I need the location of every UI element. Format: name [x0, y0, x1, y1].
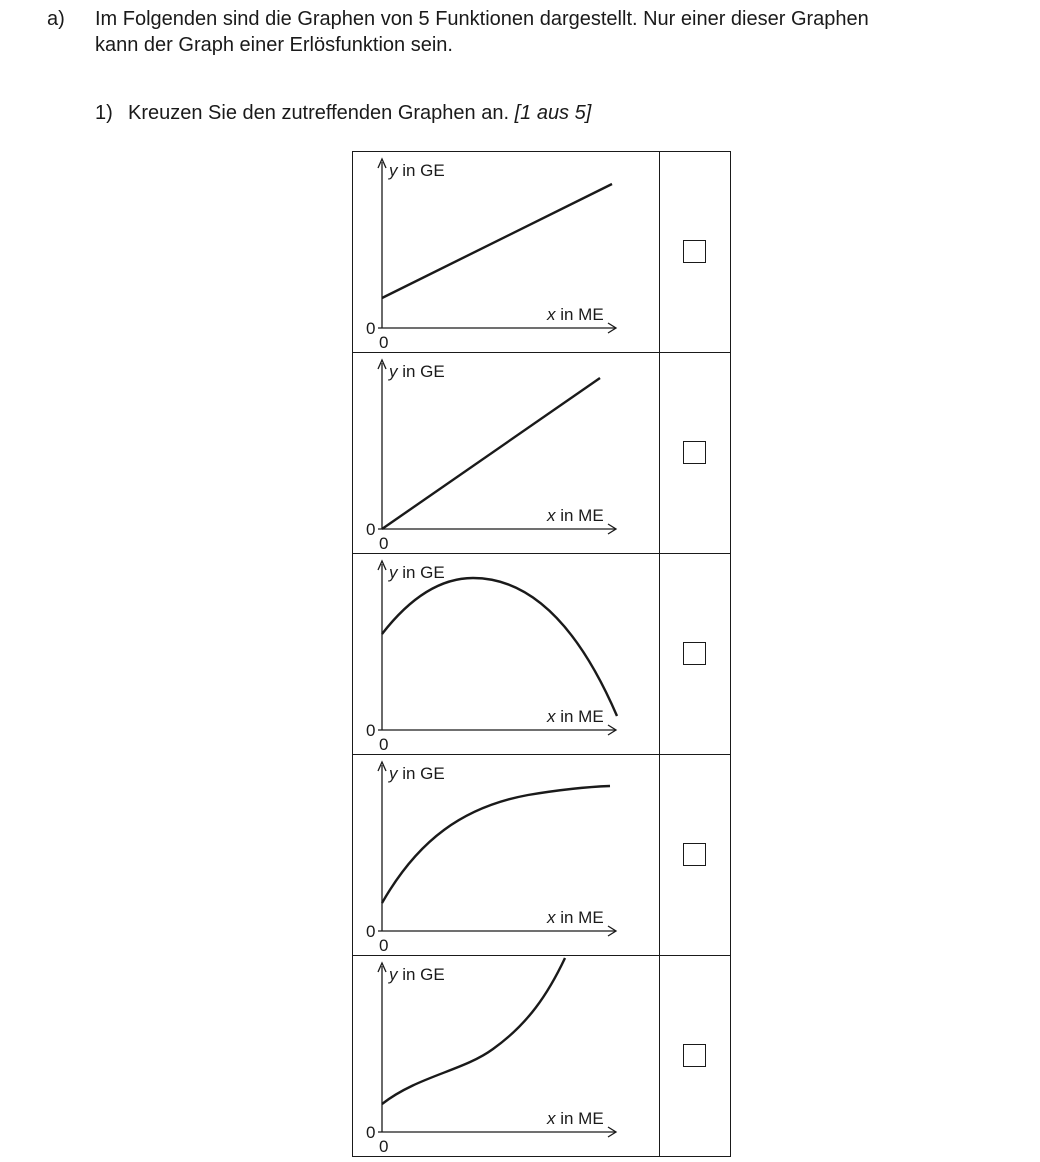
function-graph-4: [382, 786, 610, 903]
y-axis-label-4: y in GE: [389, 764, 445, 783]
checkbox-cell-2: [660, 353, 731, 554]
origin-y-label-2: 0: [366, 520, 376, 539]
subtask-number: 1): [95, 102, 113, 124]
choice-table: [352, 151, 731, 1157]
subtask-hint: [1 aus 5]: [514, 102, 592, 124]
x-axis-label-3: x in ME: [547, 707, 604, 726]
option-row-2: [353, 353, 731, 554]
origin-y-label-3: 0: [366, 721, 376, 740]
x-axis-label-2: x in ME: [547, 506, 604, 525]
origin-x-label-2: 0: [379, 534, 389, 553]
checkbox-cell-4: [660, 755, 731, 956]
origin-y-label-5: 0: [366, 1123, 376, 1142]
graph-1: [353, 152, 659, 352]
graph-cell-5: [353, 956, 660, 1157]
y-axis-label-1: y in GE: [389, 161, 445, 180]
option-row-4: [353, 755, 731, 956]
intro-line-1: Im Folgenden sind die Graphen von 5 Funktionen dargestellt. Nur einer dieser Graphen: [95, 8, 869, 30]
graph-cell-1: [353, 152, 660, 353]
graph-2: [353, 353, 659, 553]
intro-line-2: kann der Graph einer Erlösfunktion sein.: [95, 34, 453, 56]
checkbox-option-1[interactable]: [683, 240, 706, 263]
graph-cell-3: [353, 554, 660, 755]
y-axis-label-3: y in GE: [389, 563, 445, 582]
option-row-3: [353, 554, 731, 755]
x-axis-label-4: x in ME: [547, 908, 604, 927]
x-axis-label-1: x in ME: [547, 305, 604, 324]
origin-x-label-5: 0: [379, 1137, 389, 1156]
task-intro: [95, 6, 995, 58]
option-row-1: [353, 152, 731, 353]
checkbox-cell-1: [660, 152, 731, 353]
origin-x-label-3: 0: [379, 735, 389, 754]
subtask-instruction: [128, 100, 591, 126]
checkbox-option-2[interactable]: [683, 441, 706, 464]
origin-x-label-4: 0: [379, 936, 389, 955]
graph-3: [353, 554, 659, 754]
x-axis-label-5: x in ME: [547, 1109, 604, 1128]
graph-5: [353, 956, 659, 1156]
checkbox-option-4[interactable]: [683, 843, 706, 866]
graph-4: [353, 755, 659, 955]
checkbox-cell-5: [660, 956, 731, 1157]
option-row-5: [353, 956, 731, 1157]
checkbox-option-5[interactable]: [683, 1044, 706, 1067]
y-axis-label-2: y in GE: [389, 362, 445, 381]
task-label: a): [47, 8, 65, 30]
origin-y-label-4: 0: [366, 922, 376, 941]
checkbox-cell-3: [660, 554, 731, 755]
origin-x-label-1: 0: [379, 333, 389, 352]
checkbox-option-3[interactable]: [683, 642, 706, 665]
y-axis-label-5: y in GE: [389, 965, 445, 984]
graph-cell-4: [353, 755, 660, 956]
subtask-text: Kreuzen Sie den zutreffenden Graphen an.: [128, 102, 510, 124]
graph-cell-2: [353, 353, 660, 554]
function-graph-3: [382, 578, 617, 716]
function-graph-1: [382, 184, 612, 298]
origin-y-label-1: 0: [366, 319, 376, 338]
